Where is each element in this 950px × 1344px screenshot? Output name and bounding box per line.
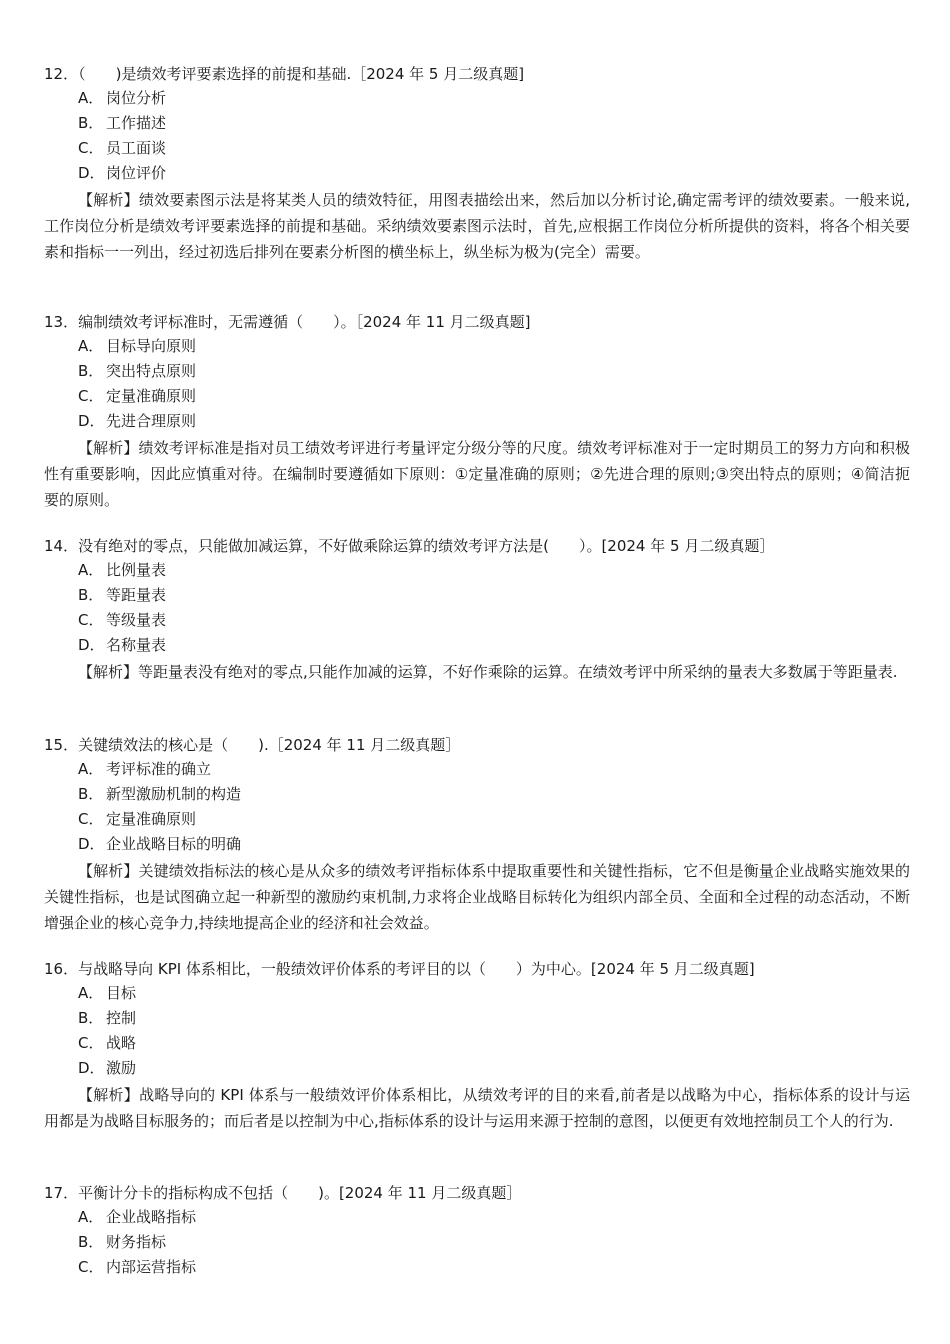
option-b — [44, 782, 910, 807]
option-a — [44, 981, 910, 1006]
option-text: 企业战略指标 — [106, 1208, 197, 1226]
option-d — [44, 409, 910, 434]
option-letter: C． — [78, 1034, 104, 1052]
option-letter: B． — [78, 1233, 104, 1251]
question-stem: 13．编制绩效考评标准时，无需遵循（ ）。［2024 年 11 月二级真题] — [44, 313, 531, 331]
question-stem: 14．没有绝对的零点，只能做加减运算，不好做乘除运算的绩效考评方法是( ）。[2024 年 5 月二级真题］ — [44, 537, 775, 555]
option-c — [44, 1255, 910, 1280]
question-16 — [44, 957, 910, 1134]
option-d — [44, 633, 910, 658]
option-b — [44, 359, 910, 384]
option-letter: B． — [78, 362, 104, 380]
option-b — [44, 583, 910, 608]
option-text: 名称量表 — [106, 636, 167, 654]
option-letter: D． — [78, 164, 105, 182]
option-text: 突出特点原则 — [106, 362, 197, 380]
option-letter: C． — [78, 611, 104, 629]
option-b — [44, 1230, 910, 1255]
option-c — [44, 807, 910, 832]
option-text: 先进合理原则 — [106, 412, 197, 430]
option-letter: C． — [78, 139, 104, 157]
option-text: 等级量表 — [106, 611, 167, 629]
option-letter: D． — [78, 1059, 105, 1077]
question-stem: 15．关键绩效法的核心是（ ).［2024 年 11 月二级真题］ — [44, 736, 461, 754]
explanation: 【解析】绩效要素图示法是将某类人员的绩效特征，用图表描绘出来，然后加以分析讨论,确定需考评的绩效要素。一般来说,工作岗位分析是绩效考评要素选择的前提和基础。采纳绩效要素图示法时，首先,应根据工作岗位分析所提供的资料，将各个相关要素和指标一一列出，经过初选后排列在要素分析图的横坐标上，纵坐标为极为(完全）需要。 — [44, 191, 910, 261]
option-letter: A． — [78, 561, 104, 579]
explanation: 【解析】绩效考评标准是指对员工绩效考评进行考量评定分级分等的尺度。绩效考评标准对于一定时期员工的努力方向和积极性有重要影响，因此应慎重对待。在编制时要遵循如下原则：①定量准确的原则；②先进合理的原则;③突出特点的原则；④简洁扼要的原则。 — [44, 439, 910, 509]
option-letter: B． — [78, 586, 104, 604]
option-c — [44, 384, 910, 409]
option-text: 岗位分析 — [106, 89, 167, 107]
question-15 — [44, 733, 910, 936]
option-text: 员工面谈 — [106, 139, 167, 157]
explanation: 【解析】等距量表没有绝对的零点,只能作加减的运算，不好作乘除的运算。在绩效考评中所采纳的量表大多数属于等距量表. — [78, 663, 898, 681]
option-letter: A． — [78, 89, 104, 107]
option-text: 目标 — [106, 984, 137, 1002]
option-text: 新型激励机制的构造 — [106, 785, 242, 803]
option-b — [44, 111, 910, 136]
option-a — [44, 334, 910, 359]
option-d — [44, 161, 910, 186]
option-text: 目标导向原则 — [106, 337, 197, 355]
option-c — [44, 136, 910, 161]
question-12 — [44, 62, 910, 265]
option-letter: C． — [78, 1258, 104, 1276]
option-letter: D． — [78, 412, 105, 430]
option-a — [44, 757, 910, 782]
question-14 — [44, 534, 910, 685]
option-text: 控制 — [106, 1009, 137, 1027]
option-letter: A． — [78, 1208, 104, 1226]
question-stem: 16．与战略导向 KPI 体系相比，一般绩效评价体系的考评目的以（ ）为中心。[2024 年 5 月二级真题] — [44, 960, 755, 978]
option-text: 战略 — [106, 1034, 137, 1052]
explanation: 【解析】战略导向的 KPI 体系与一般绩效评价体系相比，从绩效考评的目的来看,前者是以战略为中心，指标体系的设计与运用都是为战略目标服务的；而后者是以控制为中心,指标体系的设计与运用来源于控制的意图，以便更有效地控制员工个人的行为. — [44, 1086, 910, 1130]
option-letter: C． — [78, 387, 104, 405]
option-a — [44, 1205, 910, 1230]
option-c — [44, 1031, 910, 1056]
option-a — [44, 558, 910, 583]
option-letter: B． — [78, 114, 104, 132]
question-13 — [44, 310, 910, 513]
question-17 — [44, 1181, 910, 1280]
option-letter: D． — [78, 835, 105, 853]
option-text: 考评标准的确立 — [106, 760, 212, 778]
option-text: 内部运营指标 — [106, 1258, 197, 1276]
option-letter: B． — [78, 785, 104, 803]
option-text: 定量准确原则 — [106, 810, 197, 828]
option-letter: B． — [78, 1009, 104, 1027]
option-text: 定量准确原则 — [106, 387, 197, 405]
option-letter: C． — [78, 810, 104, 828]
question-stem: 12．（ )是绩效考评要素选择的前提和基础.［2024 年 5 月二级真题] — [44, 65, 525, 83]
option-a — [44, 86, 910, 111]
option-text: 财务指标 — [106, 1233, 167, 1251]
option-text: 激励 — [106, 1059, 137, 1077]
question-stem: 17．平衡计分卡的指标构成不包括（ )。[2024 年 11 月二级真题］ — [44, 1184, 522, 1202]
option-text: 比例量表 — [106, 561, 167, 579]
option-b — [44, 1006, 910, 1031]
option-text: 岗位评价 — [106, 164, 167, 182]
option-letter: A． — [78, 337, 104, 355]
option-text: 工作描述 — [106, 114, 167, 132]
option-c — [44, 608, 910, 633]
option-text: 等距量表 — [106, 586, 167, 604]
option-letter: A． — [78, 984, 104, 1002]
option-d — [44, 832, 910, 857]
option-letter: D． — [78, 636, 105, 654]
option-letter: A． — [78, 760, 104, 778]
explanation: 【解析】关键绩效指标法的核心是从众多的绩效考评指标体系中提取重要性和关键性指标，它不但是衡量企业战略实施效果的关键性指标，也是试图确立起一种新型的激励约束机制,力求将企业战略目标转化为组织内部全员、全面和全过程的动态活动，不断增强企业的核心竞争力,持续地提高企业的经济和社会效益。 — [44, 862, 910, 932]
option-text: 企业战略目标的明确 — [106, 835, 242, 853]
option-d — [44, 1056, 910, 1081]
